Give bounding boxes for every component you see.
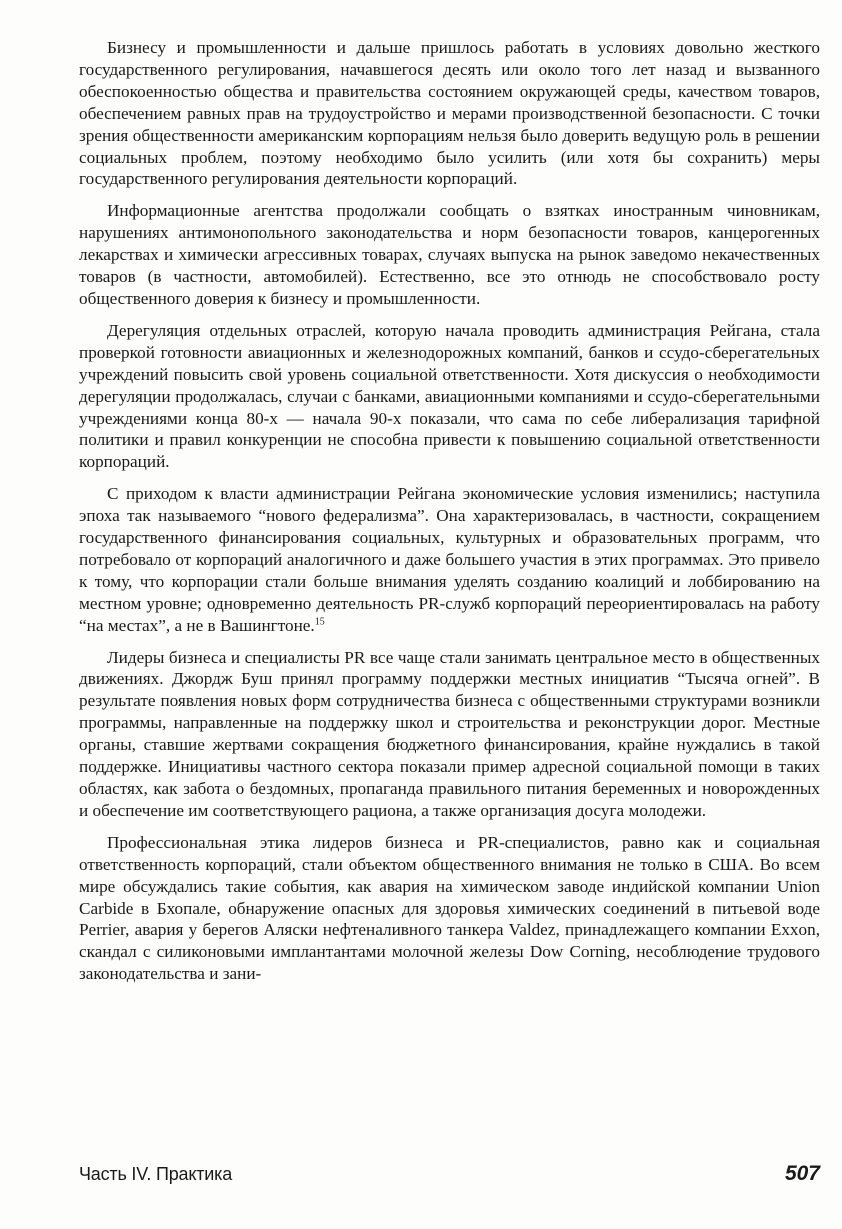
body-text	[79, 37, 820, 985]
paragraph-1: Бизнесу и промышленности и дальше пришлось работать в условиях довольно жесткого государственного регулирования, начавшегося десять или около того лет назад и вызванного обеспокоенностью общества и правительства состоянием окружающей среды, качеством товаров, обеспечением равных прав на трудоустройство и мерами производственной безопасности. С точки зрения общественности американским корпорациям нельзя было доверить ведущую роль в решении социальных проблем, поэтому необходимо было усилить (или хотя бы сохранить) меры государственного регулирования деятельности корпораций.	[79, 38, 820, 189]
paragraph-6: Профессиональная этика лидеров бизнеса и PR-специалистов, равно как и социальная ответственность корпораций, стали объектом общественного внимания не только в США. Во всем мире обсуждались такие события, как авария на химическом заводе индийской компании Union Carbide в Бхопале, обнаружение опасных для здоровья химических соединений в питьевой воде Perrier, авария у берегов Аляски нефтеналивного танкера Valdez, принадлежащего компании Exxon, скандал с силиконовыми имплантантами молочной железы Dow Corning, несоблюдение трудового законодательства и зани-	[79, 832, 820, 984]
page-number: 507	[784, 1162, 820, 1185]
paragraph-2: Информационные агентства продолжали сообщать о взятках иностранным чиновникам, нарушениях антимонопольного законодательства и норм безопасности товаров, канцерогенных лекарствах и химически агрессивных товарах, случаях выпуска на рынок заведомо некачественных товаров (в частности, автомобилей). Естественно, все это отнюдь не способствовало росту общественного доверия к бизнесу и промышленности.	[79, 201, 820, 308]
paragraph-4	[79, 483, 820, 636]
paragraph-5: Лидеры бизнеса и специалисты PR все чаще стали занимать центральное место в общественных движениях. Джордж Буш принял программу поддержки местных инициатив “Тысяча огней”. В результате появления новых форм сотрудничества бизнеса с общественными структурами возникли программы, направленные на поддержку школ и строительства и реконструкции дорог. Местные органы, ставшие жертвами сокращения бюджетного финансирования, крайне нуждались в такой поддержке. Инициативы частного сектора показали пример адресной социальной помощи в таких областях, как забота о бездомных, пропаганда правильного питания беременных и новорожденных и обеспечение им соответствующего рациона, а также организация досуга молодежи.	[79, 647, 820, 820]
paragraph-3: Дерегуляция отдельных отраслей, которую начала проводить администрация Рейгана, стала проверкой готовности авиационных и железнодорожных компаний, банков и ссудо-сберегательных учреждений повысить свой уровень социальной ответственности. Хотя дискуссия о необходимости дерегуляции продолжалась, случаи с банками, авиационными компаниями и ссудо-сберегательными учреждениями конца 80-х — начала 90-х показали, что сама по себе либерализация тарифной политики и правил конкуренции не способна привести к повышению социальной ответственности корпораций.	[79, 320, 820, 472]
footnote-reference: 15	[314, 615, 325, 627]
section-title: Часть IV. Практика	[79, 1164, 233, 1184]
paragraph-4-text: С приходом к власти администрации Рейгана экономические условия изменились; наступила эпоха так называемого “нового федерализма”. Она характеризовалась, в частности, сокращением государственного финансирования социальных, культурных и образовательных программ, что потребовало от корпораций аналогичного и даже большего участия в этих программах. Это привело к тому, что корпорации стали больше внимания уделять созданию коалиций и лоббированию на местном уровне; одновременно деятельность PR-служб корпораций переориентировалась на работу “на местах”, а не в Вашингтоне.	[79, 484, 820, 635]
page-footer	[79, 1162, 820, 1192]
